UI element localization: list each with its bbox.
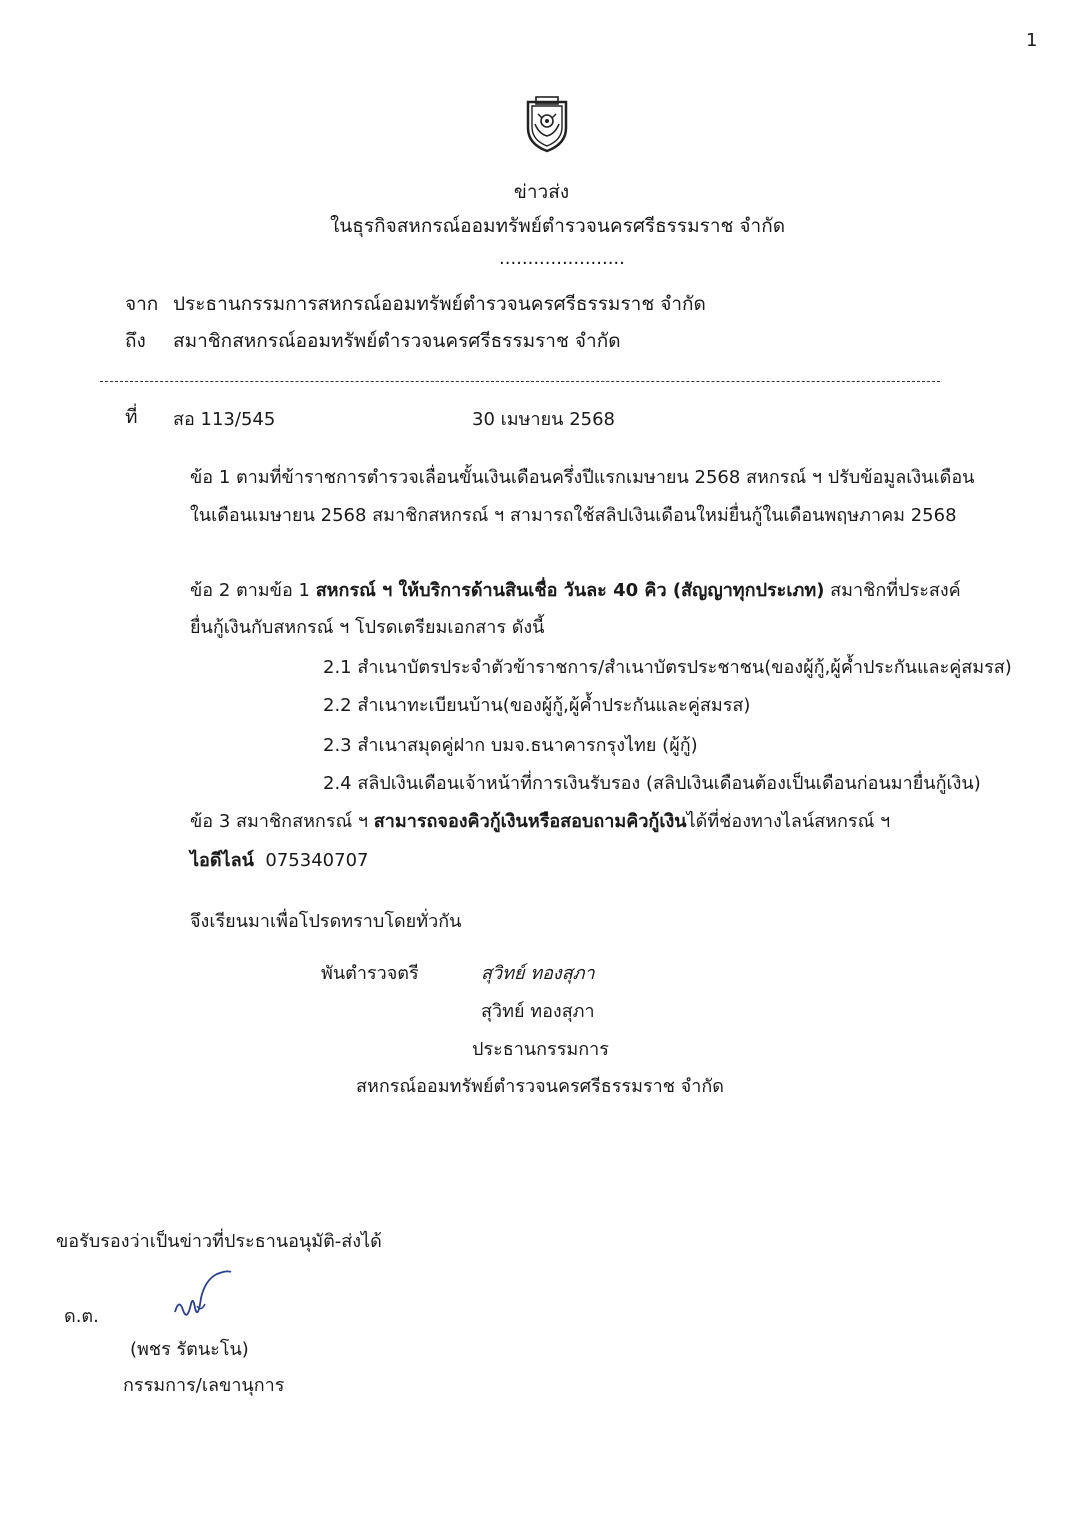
page-number: 1 — [1026, 30, 1038, 51]
certifier-signature-icon — [165, 1268, 245, 1328]
item1-line2: ในเดือนเมษายน 2568 สมาชิกสหกรณ์ ฯ สามารถใช้สลิปเงินเดือนใหม่ยื่นกู้ในเดือนพฤษภาคม 2568 — [190, 505, 957, 526]
item2-suffix: สมาชิกที่ประสงค์ — [824, 580, 961, 601]
item3-prefix: ข้อ 3 สมาชิกสหกรณ์ ฯ — [190, 811, 374, 832]
doc-item-2-2: 2.2 สำเนาทะเบียนบ้าน(ของผู้กู้,ผู้ค้ำประกันและคู่สมรส) — [323, 695, 751, 716]
signer-position: ประธานกรรมการ — [472, 1039, 609, 1060]
item1-line1: ข้อ 1 ตามที่ข้าราชการตำรวจเลื่อนขั้นเงินเดือนครึ่งปีแรกเมษายน 2568 สหกรณ์ ฯ ปรับข้อมูลเงินเดือน — [190, 467, 975, 488]
signer-name: สุวิทย์ ทองสุภา — [481, 1001, 595, 1022]
item2-bold: สหกรณ์ ฯ ให้บริการด้านสินเชื่อ วันละ 40 คิว (สัญญาทุกประเภท) — [315, 580, 825, 601]
cooperative-emblem-icon — [522, 94, 572, 154]
line-id-label: ไอดีไลน์ — [190, 850, 254, 871]
line-id-value: 075340707 — [265, 850, 369, 871]
to-value: สมาชิกสหกรณ์ออมทรัพย์ตำรวจนครศรีธรรมราช จำกัด — [173, 330, 621, 352]
handwritten-signature: สุวิทย์ ทองสุภา — [481, 963, 595, 984]
ref-label: ที่ — [125, 406, 138, 428]
from-value: ประธานกรรมการสหกรณ์ออมทรัพย์ตำรวจนครศรีธรรมราช จำกัด — [173, 293, 706, 315]
dotted-separator: ...................... — [499, 248, 625, 269]
certifier-name: (พชร รัตนะโน) — [130, 1339, 249, 1360]
doc-item-2-4: 2.4 สลิปเงินเดือนเจ้าหน้าที่การเงินรับรอง (สลิปเงินเดือนต้องเป็นเดือนก่อนมายื่นกู้เงิน) — [323, 773, 981, 794]
item2-prefix: ข้อ 2 ตามข้อ 1 — [190, 580, 316, 601]
item2-line1 — [190, 575, 961, 604]
item3-line2 — [190, 845, 368, 874]
doc-item-2-3: 2.3 สำเนาสมุดคู่ฝาก บมจ.ธนาคารกรุงไทย (ผู้กู้) — [323, 735, 698, 756]
closing-text: จึงเรียนมาเพื่อโปรดทราบโดยทั่วกัน — [190, 911, 462, 932]
item3-line1 — [190, 806, 890, 835]
ref-number: สอ 113/545 — [173, 409, 276, 430]
item3-suffix: ได้ที่ช่องทางไลน์สหกรณ์ ฯ — [686, 811, 891, 832]
doc-item-2-1: 2.1 สำเนาบัตรประจำตัวข้าราชการ/สำเนาบัตรประชาชน(ของผู้กู้,ผู้ค้ำประกันและคู่สมรส) — [323, 657, 1012, 678]
dashed-divider — [100, 381, 940, 382]
certifier-position: กรรมการ/เลขานุการ — [123, 1375, 285, 1396]
certifier-rank: ด.ต. — [64, 1306, 99, 1327]
document-heading: ข่าวส่ง — [513, 181, 570, 203]
item2-line2: ยื่นกู้เงินกับสหกรณ์ ฯ โปรดเตรียมเอกสาร ดังนี้ — [190, 617, 545, 638]
from-label: จาก — [125, 293, 159, 315]
ref-date: 30 เมษายน 2568 — [472, 409, 615, 430]
certification-statement: ขอรับรองว่าเป็นข่าวที่ประธานอนุมัติ-ส่งได้ — [56, 1231, 382, 1252]
document-subheading: ในธุรกิจสหกรณ์ออมทรัพย์ตำรวจนครศรีธรรมราช จำกัด — [330, 215, 786, 237]
signer-organization: สหกรณ์ออมทรัพย์ตำรวจนครศรีธรรมราช จำกัด — [356, 1076, 724, 1097]
signer-rank: พันตำรวจตรี — [321, 963, 419, 984]
item3-bold: สามารถจองคิวกู้เงินหรือสอบถามคิวกู้เงิน — [373, 811, 687, 832]
to-label: ถึง — [125, 330, 146, 352]
